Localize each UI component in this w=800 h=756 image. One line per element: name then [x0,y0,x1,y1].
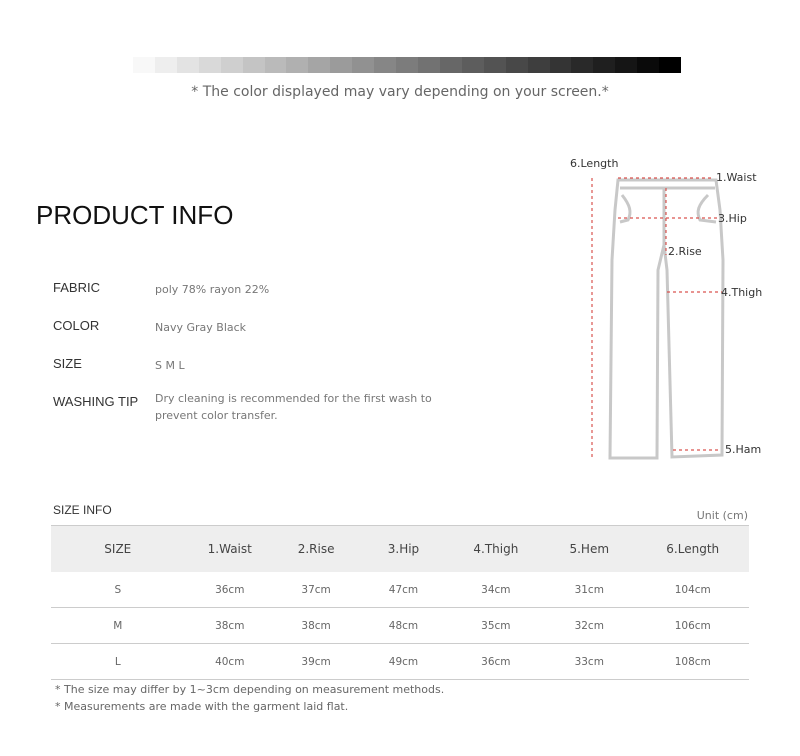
fabric-label: FABRIC [53,280,100,295]
color-gradient-bar [133,57,681,73]
gradient-swatch [506,57,528,73]
rise-cell: 39cm [275,644,357,680]
thigh-cell: 35cm [450,608,542,644]
gradient-swatch [571,57,593,73]
gradient-swatch [330,57,352,73]
hem-label: 5.Ham [725,443,762,456]
gradient-swatch [615,57,637,73]
hip-cell: 47cm [357,572,449,608]
size-table-header-row [51,526,749,573]
size-info-title: SIZE INFO [53,503,112,517]
gradient-swatch [133,57,155,73]
size-label: SIZE [53,356,82,371]
header-rise: 2.Rise [275,526,357,573]
gradient-swatch [199,57,221,73]
length-cell: 106cm [636,608,749,644]
gradient-swatch [593,57,615,73]
size-cell: S [51,572,185,608]
color-disclaimer: * The color displayed may vary depending on your screen.* [191,84,609,100]
pants-measurement-diagram [560,150,800,470]
hem-cell: 31cm [542,572,636,608]
waist-cell: 38cm [185,608,275,644]
rise-label: 2.Rise [668,245,702,258]
hip-cell: 48cm [357,608,449,644]
gradient-swatch [221,57,243,73]
waist-cell: 36cm [185,572,275,608]
gradient-swatch [550,57,572,73]
gradient-swatch [462,57,484,73]
table-row [51,572,749,608]
table-row [51,608,749,644]
length-cell: 104cm [636,572,749,608]
footnote-measurement-method: * Measurements are made with the garment laid flat. [55,700,349,713]
header-thigh: 4.Thigh [450,526,542,573]
gradient-swatch [265,57,287,73]
hip-cell: 49cm [357,644,449,680]
waist-cell: 40cm [185,644,275,680]
waist-label: 1.Waist [716,171,757,184]
gradient-swatch [484,57,506,73]
footnote-size-variance: * The size may differ by 1~3cm depending on measurement methods. [55,683,445,696]
hip-label: 3.Hip [718,212,747,225]
page-title: PRODUCT INFO [36,200,234,230]
hem-cell: 32cm [542,608,636,644]
length-cell: 108cm [636,644,749,680]
header-size: SIZE [51,526,185,573]
washing-tip-value: Dry cleaning is recommended for the first wash to prevent color transfer. [155,392,432,422]
pants-outline-icon [610,180,723,458]
gradient-swatch [352,57,374,73]
rise-cell: 37cm [275,572,357,608]
color-label: COLOR [53,318,100,333]
size-table [51,525,749,680]
fabric-value: poly 78% rayon 22% [155,283,270,296]
gradient-swatch [659,57,681,73]
rise-cell: 38cm [275,608,357,644]
gradient-swatch [243,57,265,73]
table-row [51,644,749,680]
washing-tip-label: WASHING TIP [53,394,139,409]
gradient-swatch [177,57,199,73]
gradient-swatch [637,57,659,73]
gradient-swatch [308,57,330,73]
gradient-swatch [528,57,550,73]
hem-cell: 33cm [542,644,636,680]
size-cell: M [51,608,185,644]
thigh-cell: 36cm [450,644,542,680]
unit-label: Unit (cm) [696,509,748,522]
thigh-label: 4.Thigh [721,286,763,299]
size-value: S M L [155,359,185,372]
gradient-swatch [286,57,308,73]
size-cell: L [51,644,185,680]
thigh-cell: 34cm [450,572,542,608]
header-hip: 3.Hip [357,526,449,573]
gradient-swatch [418,57,440,73]
gradient-swatch [440,57,462,73]
header-hem: 5.Hem [542,526,636,573]
length-label: 6.Length [570,157,619,170]
header-waist: 1.Waist [185,526,275,573]
color-value: Navy Gray Black [155,321,247,334]
gradient-swatch [396,57,418,73]
header-length: 6.Length [636,526,749,573]
gradient-swatch [374,57,396,73]
gradient-swatch [155,57,177,73]
